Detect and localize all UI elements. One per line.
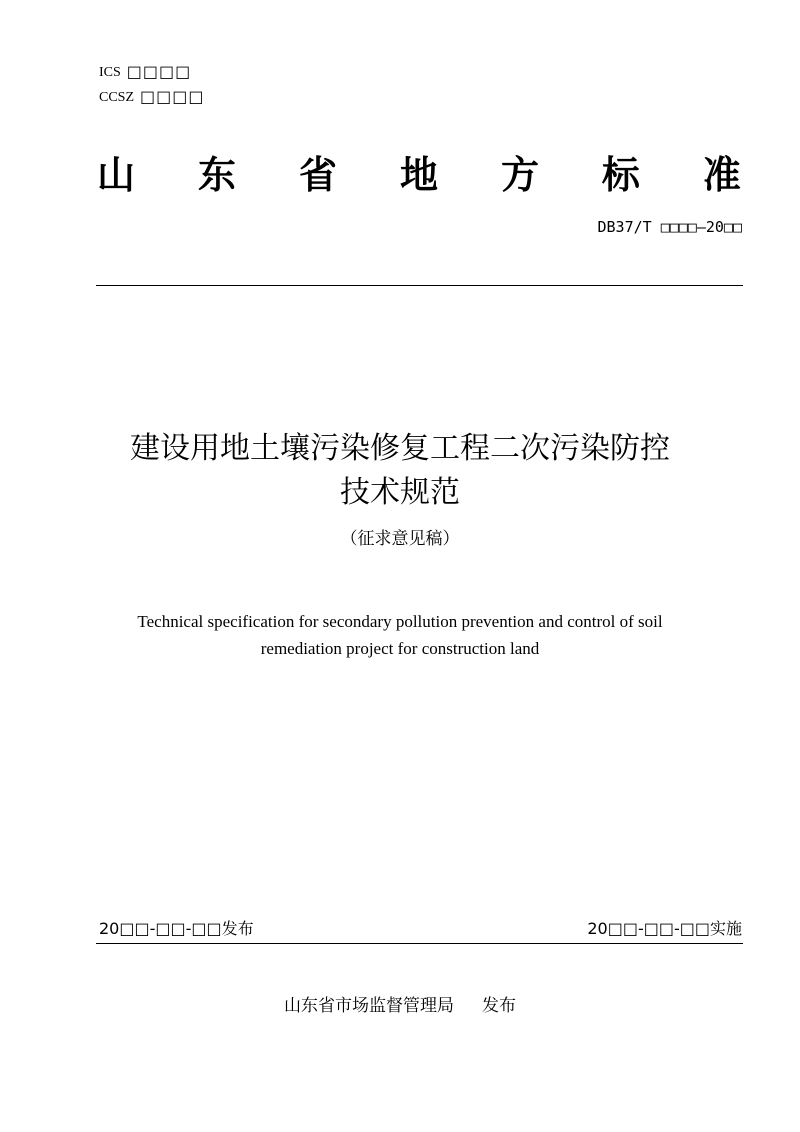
release-date: 20□□-□□-□□发布 xyxy=(99,919,254,938)
standard-type-char: 准 xyxy=(702,153,741,197)
draft-status: （征求意见稿） xyxy=(340,529,460,549)
bottom-divider xyxy=(96,943,743,944)
publisher-line xyxy=(0,994,800,1018)
publisher-action: 发布 xyxy=(482,996,516,1016)
standard-type-char: 省 xyxy=(298,153,337,197)
ics-code xyxy=(99,64,191,81)
ccsz-value: □□□□ xyxy=(140,87,205,106)
standard-type-char: 方 xyxy=(500,153,539,197)
english-title-line1: Technical specification for secondary pollution prevention and control of soil xyxy=(137,612,663,631)
standard-type-char: 山 xyxy=(97,153,136,197)
standard-number: DB37/T □□□□—20□□ xyxy=(597,218,742,236)
standard-type-char: 东 xyxy=(197,153,236,197)
standard-type-title xyxy=(97,150,741,200)
standard-type-char: 标 xyxy=(601,153,640,197)
ccsz-label: CCSZ xyxy=(99,90,135,105)
document-title-line2: 技术规范 xyxy=(340,475,460,510)
standard-type-char: 地 xyxy=(399,153,438,197)
document-title-line1: 建设用地土壤污染修复工程二次污染防控 xyxy=(130,431,670,466)
ics-value: □□□□ xyxy=(126,62,192,81)
top-divider xyxy=(96,285,743,286)
publisher-name: 山东省市场监督管理局 xyxy=(284,996,454,1016)
ics-label: ICS xyxy=(99,65,121,80)
ccsz-code xyxy=(99,89,204,106)
implementation-date: 20□□-□□-□□实施 xyxy=(587,919,742,938)
english-title-line2: remediation project for construction land xyxy=(260,639,540,658)
